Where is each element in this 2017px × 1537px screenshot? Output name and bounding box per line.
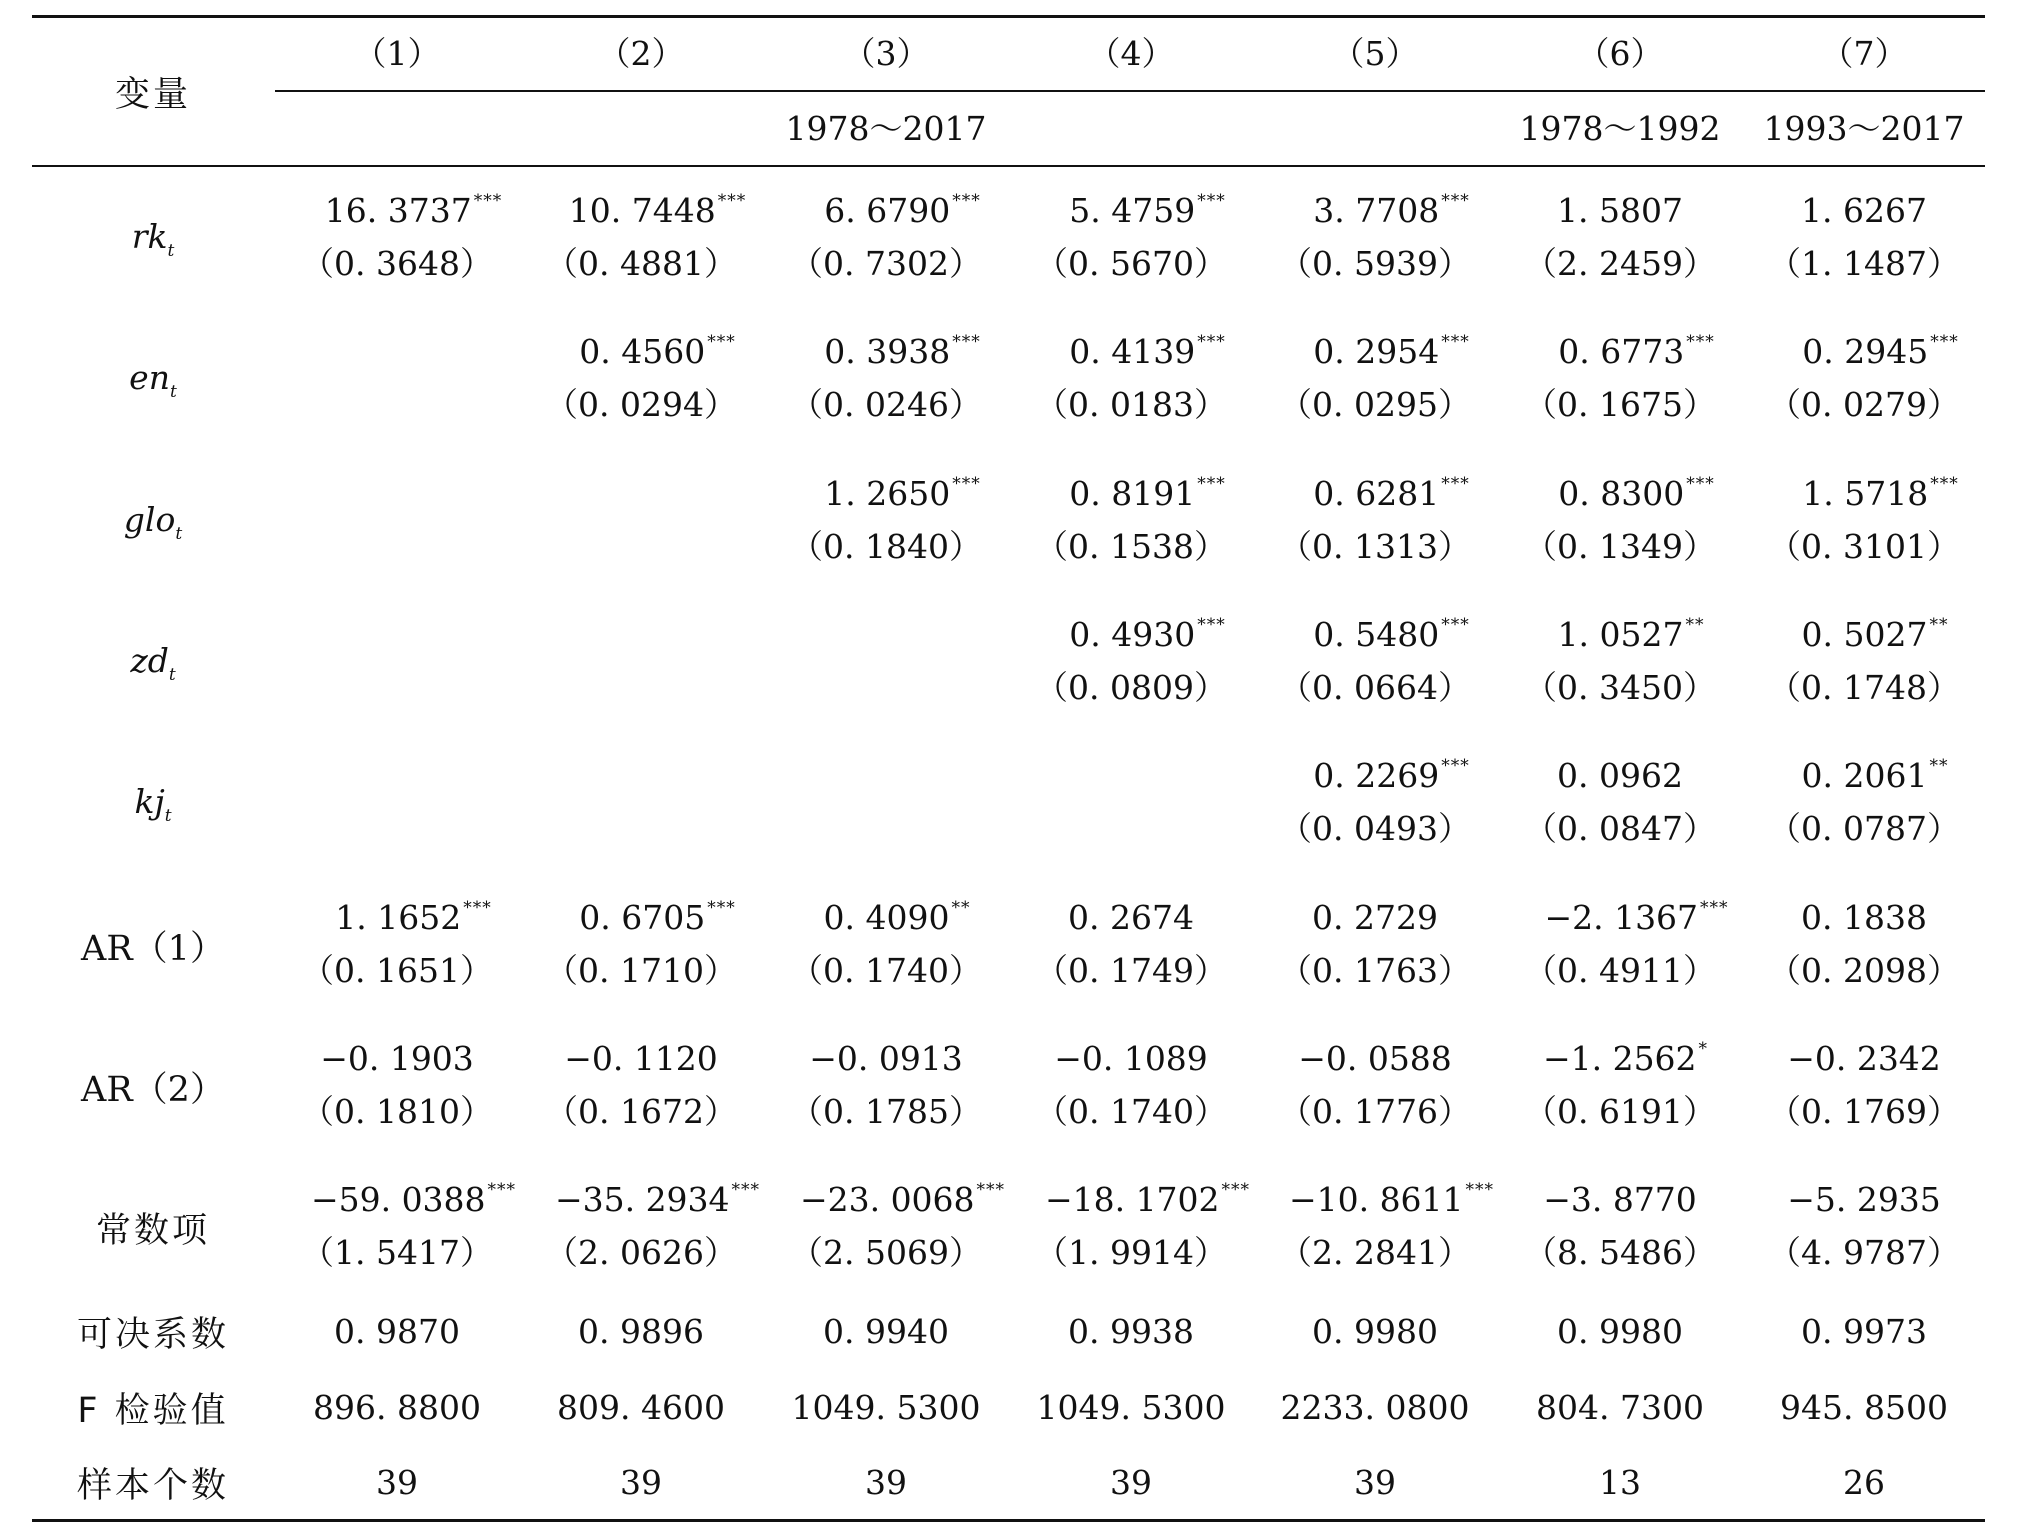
coef-value: −0. 0913 [809,1038,963,1078]
row-label-5 [81,921,225,971]
coef-value: 16. 3737 [324,191,472,230]
coef-cell [1787,1039,1941,1079]
std-error-cell: （0. 0183） [1035,385,1227,425]
stat-cell: 0. 9896 [578,1312,704,1351]
significance-stars: *** [717,191,747,211]
stat-cell: 39 [1110,1463,1152,1502]
coef-cell [791,332,980,378]
coef-cell [564,1039,718,1079]
stat-cell: 0. 9980 [1312,1312,1438,1351]
coef-value: −10. 8611 [1288,1180,1464,1220]
significance-stars: *** [952,473,981,494]
coef-cell [1769,332,1958,378]
significance-stars: *** [1441,332,1470,353]
variable-name: kj [134,782,165,822]
variable-name: 常数项 [95,1211,211,1252]
row-label-1 [129,358,177,402]
std-error-cell: （0. 1740） [1035,1091,1227,1131]
std-error-cell: （0. 3648） [301,244,493,283]
std-error-cell: （2. 2841） [1279,1233,1471,1273]
period-col6: 1978～1992 [1519,109,1721,148]
coef-value: 1. 6267 [1801,191,1927,230]
significance-stars: * [1698,1038,1709,1059]
coef-cell [1780,756,1949,802]
stat-cell: 13 [1599,1463,1641,1502]
stat-cell: 26 [1843,1463,1885,1502]
coef-value: 0. 2269 [1313,756,1440,796]
coef-value: 0. 5027 [1801,614,1928,654]
coef-value: −0. 0588 [1298,1038,1452,1078]
coef-value: −0. 1903 [320,1038,474,1078]
coef-cell [1298,1039,1452,1079]
std-error-cell: （2. 2459） [1524,244,1716,283]
coef-cell [1525,332,1714,378]
coef-value: −3. 8770 [1543,1180,1697,1220]
stat-cell: 1049. 5300 [1036,1388,1226,1427]
std-error-cell: （0. 7302） [790,244,982,283]
stat-cell: 0. 9973 [1801,1312,1927,1351]
stat-row-label-1: F 检验值 [77,1391,229,1431]
coef-cell [767,1180,1005,1226]
std-error-cell: （0. 1776） [1279,1091,1471,1131]
coef-value: 0. 5480 [1313,614,1440,654]
std-error-cell: （1. 5417） [301,1233,493,1273]
std-error-cell: （0. 0246） [790,385,982,425]
coef-cell [1036,191,1225,237]
coef-value: 0. 3938 [824,332,951,372]
coef-cell [1312,898,1438,938]
stat-cell: 39 [620,1463,662,1502]
row-label-2 [124,500,182,544]
significance-stars: *** [1441,191,1470,211]
coef-cell [802,898,971,944]
coef-cell [1280,756,1469,802]
significance-stars: *** [1441,756,1470,777]
stat-cell: 2233. 0800 [1280,1388,1470,1427]
column-header-5: （5） [1331,34,1419,73]
coef-value: 0. 1838 [1801,897,1927,937]
column-header-1: （1） [353,34,441,73]
header-mid-rule [275,90,1985,92]
coef-value: −23. 0068 [799,1180,975,1220]
variable-subscript: t [167,241,175,261]
stat-cell: 0. 9938 [1068,1312,1194,1351]
column-header-7: （7） [1820,34,1908,73]
coef-cell [809,1039,963,1079]
variable-name: AR（1） [81,928,225,969]
std-error-cell: （0. 0787） [1768,809,1960,849]
coef-cell [791,474,980,520]
top-rule [32,15,1985,18]
variable-name: en [129,358,170,398]
coef-value: 10. 7448 [568,191,716,230]
coef-cell [1280,332,1469,378]
std-error-cell: （0. 0295） [1279,385,1471,425]
coef-value: 0. 4139 [1069,332,1196,372]
stat-cell: 809. 4600 [557,1388,725,1427]
stat-cell: 0. 9980 [1557,1312,1683,1351]
coef-cell [1068,898,1194,938]
std-error-cell: （8. 5486） [1524,1233,1716,1273]
coef-value: 0. 6281 [1313,473,1440,513]
coef-cell [546,898,735,944]
coef-value: −0. 2342 [1787,1038,1941,1078]
significance-stars: *** [952,332,981,353]
significance-stars: *** [1930,332,1959,353]
coef-value: 1. 1652 [335,897,462,937]
stat-cell: 1049. 5300 [791,1388,981,1427]
coef-cell [1769,474,1958,520]
coef-cell [1801,898,1927,938]
std-error-cell: （0. 3101） [1768,526,1960,566]
std-error-cell: （0. 3450） [1524,667,1716,707]
std-error-cell: （0. 0279） [1768,385,1960,425]
coef-cell [292,191,502,237]
coef-cell [1532,1039,1708,1085]
variable-subscript: t [168,664,176,685]
significance-stars: *** [1197,191,1226,211]
std-error-cell: （1. 1487） [1768,244,1960,283]
std-error-cell: （2. 0626） [545,1233,737,1273]
coef-value: 0. 2954 [1313,332,1440,372]
header-bottom-rule [32,165,1985,167]
coef-value: 0. 2061 [1801,756,1928,796]
coef-value: 0. 6773 [1558,332,1685,372]
coef-value: −59. 0388 [310,1180,486,1220]
coef-cell [1536,615,1705,661]
std-error-cell: （0. 2098） [1768,950,1960,990]
coef-cell [278,1180,516,1226]
significance-stars: *** [1197,614,1226,635]
std-error-cell: （0. 4881） [545,244,737,283]
row-label-4 [134,782,171,826]
coef-cell [320,1039,474,1079]
coef-value: 1. 5718 [1802,473,1929,513]
std-error-cell: （0. 1748） [1768,667,1960,707]
std-error-cell: （0. 0847） [1524,809,1716,849]
coef-cell [1280,474,1469,520]
std-error-cell: （0. 1675） [1524,385,1716,425]
variable-subscript: t [175,523,183,544]
coef-value: 0. 2729 [1312,897,1438,937]
coef-value: −2. 1367 [1544,897,1699,937]
std-error-cell: （0. 1672） [545,1091,737,1131]
coef-cell [1557,756,1683,796]
coef-cell [1557,191,1683,231]
row-label-3 [130,641,175,685]
coef-value: 3. 7708 [1313,191,1440,230]
coef-value: 0. 0962 [1557,756,1683,796]
significance-stars: *** [731,1180,761,1201]
significance-stars: *** [487,1180,517,1201]
std-error-cell: （0. 6191） [1524,1091,1716,1131]
significance-stars: *** [473,191,503,211]
std-error-cell: （0. 1749） [1035,950,1227,990]
variable-name: rk [131,217,168,256]
significance-stars: *** [1221,1180,1251,1201]
coef-cell [302,898,491,944]
significance-stars: ** [1685,614,1705,635]
period-main: 1978～2017 [785,109,987,148]
significance-stars: *** [976,1180,1006,1201]
variable-name: glo [123,499,176,539]
std-error-cell: （0. 1785） [790,1091,982,1131]
std-error-cell: （0. 1651） [301,950,493,990]
column-header-4: （4） [1087,34,1175,73]
significance-stars: *** [1441,473,1470,494]
stat-cell: 896. 8800 [313,1388,481,1427]
coef-value: 0. 2674 [1068,897,1194,937]
coef-cell [1780,615,1949,661]
std-error-cell: （0. 5670） [1035,244,1227,283]
variable-name: zd [130,640,169,680]
variable-name: AR（2） [81,1069,225,1110]
coef-value: −0. 1089 [1054,1038,1208,1078]
coef-cell [1256,1180,1494,1226]
coef-cell [1787,1180,1941,1220]
significance-stars: ** [1929,614,1949,635]
std-error-cell: （4. 9787） [1768,1233,1960,1273]
coef-value: −0. 1120 [564,1038,718,1078]
significance-stars: ** [951,897,971,918]
significance-stars: *** [952,191,981,211]
coef-cell [1511,898,1728,944]
coef-cell [1036,474,1225,520]
column-header-6: （6） [1576,34,1664,73]
significance-stars: *** [1197,332,1226,353]
coef-cell [546,332,735,378]
std-error-cell: （2. 5069） [790,1233,982,1273]
std-error-cell: （0. 0294） [545,385,737,425]
std-error-cell: （0. 0664） [1279,667,1471,707]
coef-value: −1. 2562 [1542,1038,1697,1078]
std-error-cell: （0. 5939） [1279,244,1471,283]
coef-value: −35. 2934 [554,1180,730,1220]
variable-subscript: t [169,382,177,403]
significance-stars: *** [1930,473,1959,494]
coef-value: 0. 8300 [1558,473,1685,513]
std-error-cell: （0. 1349） [1524,526,1716,566]
coef-cell [1036,332,1225,378]
std-error-cell: （0. 0493） [1279,809,1471,849]
coef-value: 0. 4930 [1069,614,1196,654]
coef-value: 1. 5807 [1557,191,1683,230]
period-col7: 1993～2017 [1763,109,1965,148]
coef-value: 1. 2650 [824,473,951,513]
stat-cell: 39 [376,1463,418,1502]
significance-stars: *** [1197,473,1226,494]
stat-row-label-2: 样本个数 [76,1466,230,1506]
coef-value: 0. 6705 [579,897,706,937]
significance-stars: *** [1700,897,1729,918]
significance-stars: *** [1441,614,1470,635]
coef-cell [1543,1180,1697,1220]
std-error-cell: （0. 0809） [1035,667,1227,707]
bottom-rule [32,1519,1985,1522]
coef-cell [1525,474,1714,520]
coef-cell [536,191,746,237]
std-error-cell: （0. 1740） [790,950,982,990]
row-label-6 [81,1062,225,1112]
row-label-0 [132,217,175,261]
std-error-cell: （0. 1313） [1279,526,1471,566]
coef-value: 0. 2945 [1802,332,1929,372]
stat-row-label-0: 可决系数 [76,1315,230,1355]
coef-value: −18. 1702 [1044,1180,1220,1220]
coef-value: −5. 2935 [1787,1180,1941,1220]
std-error-cell: （0. 1538） [1035,526,1227,566]
std-error-cell: （0. 1763） [1279,950,1471,990]
column-header-3: （3） [842,34,930,73]
coef-cell [1280,191,1469,237]
stat-cell: 804. 7300 [1536,1388,1704,1427]
coef-cell [522,1180,760,1226]
coef-value: 0. 4560 [579,332,706,372]
coef-cell [1012,1180,1250,1226]
variable-subscript: t [164,806,172,827]
coef-value: 0. 8191 [1069,473,1196,513]
std-error-cell: （0. 1840） [790,526,982,566]
coef-cell [1036,615,1225,661]
column-header-2: （2） [597,34,685,73]
coef-value: 1. 0527 [1557,614,1684,654]
coef-cell [1280,615,1469,661]
significance-stars: *** [1686,473,1715,494]
std-error-cell: （0. 1710） [545,950,737,990]
std-error-cell: （0. 1769） [1768,1091,1960,1131]
coef-cell [1801,191,1927,231]
stat-cell: 0. 9940 [823,1312,949,1351]
stat-cell: 39 [865,1463,907,1502]
significance-stars: *** [1465,1180,1495,1201]
significance-stars: *** [707,332,736,353]
std-error-cell: （0. 1810） [301,1091,493,1131]
coef-cell [791,191,980,237]
stat-cell: 39 [1354,1463,1396,1502]
row-label-7 [96,1203,210,1253]
stat-cell: 945. 8500 [1780,1388,1948,1427]
coef-value: 6. 6790 [824,191,951,230]
coef-value: 0. 4090 [823,897,950,937]
significance-stars: *** [463,897,492,918]
stat-cell: 0. 9870 [334,1312,460,1351]
significance-stars: ** [1929,756,1949,777]
std-error-cell: （1. 9914） [1035,1233,1227,1273]
coef-value: 5. 4759 [1069,191,1196,230]
significance-stars: *** [1686,332,1715,353]
coef-cell [1054,1039,1208,1079]
significance-stars: *** [707,897,736,918]
corner-label: 变量 [114,75,192,115]
std-error-cell: （0. 4911） [1524,950,1716,990]
